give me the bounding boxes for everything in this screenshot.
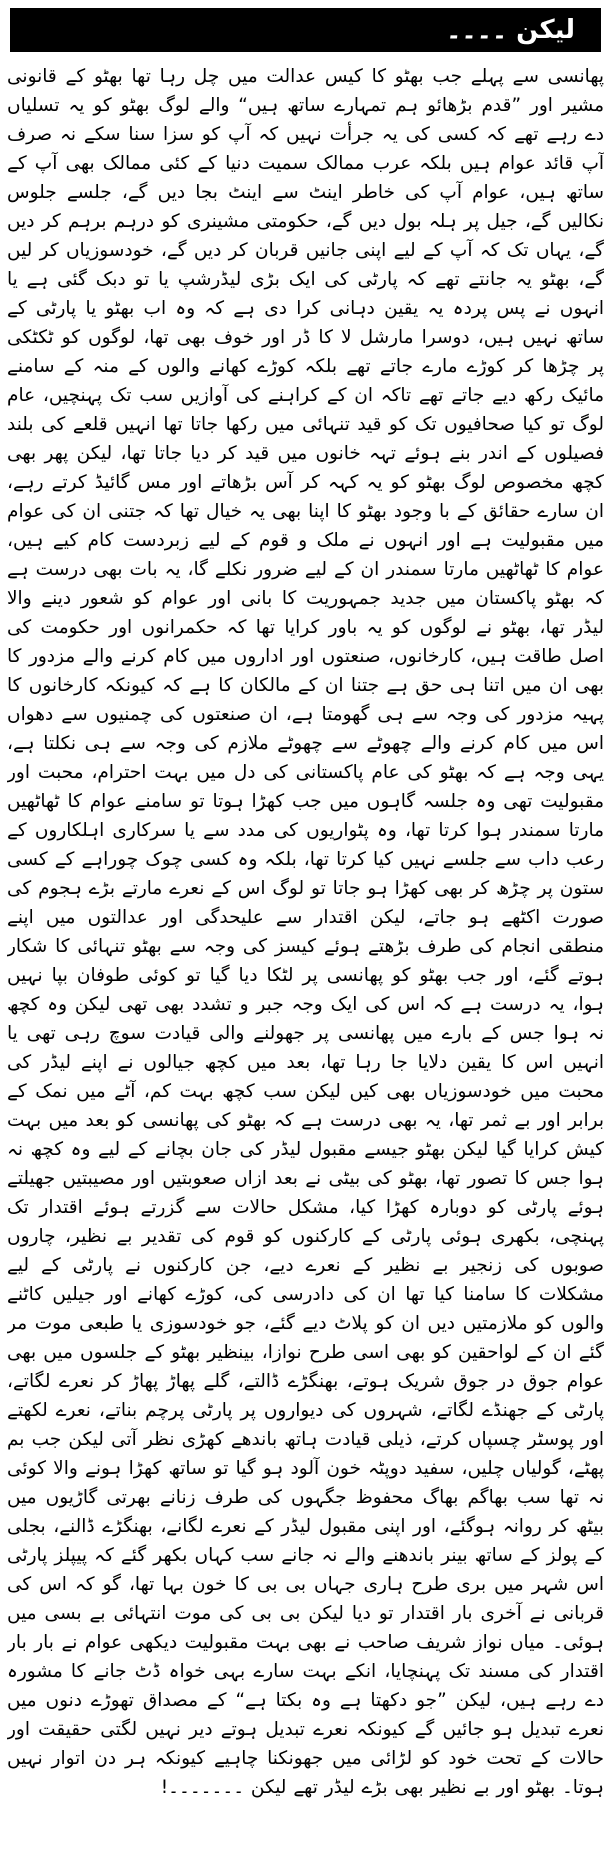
article-title: لیکن ۔۔۔۔ (446, 15, 575, 45)
article-body-text: پھانسی سے پہلے جب بھٹو کا کیس عدالت میں چل رہا تھا بھٹو کے قانونی مشیر اور ”قدم بڑھائو ہم تمہارے ساتھ ہیں“ والے لوگ بھٹو کو یہ تسلیاں دے رہے تھے کہ کسی کی یہ جرأت نہیں کہ آپ کو سزا سنا سکے نہ صرف آپ قائد عوام ہیں بلکہ عرب ممالک سمیت دنیا کے کئی ممالک بھی آپ کے ساتھ ہیں، عوام آپ کی خاطر اینٹ سے اینٹ بجا دیں گے، جلسے جلوس نکالیں گے، جیل پر ہلہ بول دیں گے، حکومتی مشینری کو درہم برہم کر دیں گے، یہاں تک کہ آپ کے لیے اپنی جانیں قربان کر دیں گے، خودسوزیاں کر لیں گے، بھٹو یہ جانتے تھے کہ پارٹی کی ایک بڑی لیڈرشپ یا تو دبک گئی ہے یا انہوں نے پس پردہ یہ یقین دہانی کرا دی ہے کہ وہ اب بھٹو یا پارٹی کے ساتھ نہیں ہیں، دوسرا مارشل لا کا ڈر اور خوف بھی تھا، لوگوں کو ٹکٹکی پر چڑھا کر کوڑے مارے جاتے تھے بلکہ کوڑے کھانے والوں کے منہ کے سامنے مائیک رکھ دیے جاتے تھے تاکہ ان کے کراہنے کی آوازیں سب تک پہنچیں، عام لوگ تو کیا صحافیوں تک کو قید تنہائی میں رکھا جاتا تھا انہیں قلعے کی بلند فصیلوں کے اندر بنے ہوئے تہہ خانوں میں قید کر دیا جاتا تھا، لیکن پھر بھی کچھ مخصوص لوگ بھٹو کو یہ کہہ کر آس بڑھاتے اور مس گائیڈ کرتے رہے، ان سارے حقائق کے با وجود بھٹو کا اپنا بھی یہ خیال تھا کہ جتنی ان کی عوام میں مقبولیت ہے اور انہوں نے ملک و قوم کے لیے زبردست کام کیے ہیں، عوام کا ٹھاٹھیں مارتا سمندر ان کے لیے ضرور نکلے گا، یہ بات بھی درست ہے کہ بھٹو پاکستان میں جدید جمہوریت کا بانی اور عوام کو شعور دینے والا لیڈر تھا، بھٹو نے لوگوں کو یہ باور کرایا تھا کہ حکمرانوں اور حکومت کی اصل طاقت ہیں، کارخانوں، صنعتوں اور اداروں میں کام کرنے والے مزدور کا بھی ان میں اتنا ہی حق ہے جتنا ان کے مالکان کا ہے کہ کیونکہ کارخانوں کا پہیہ مزدور کی وجہ سے ہی گھومتا ہے، ان صنعتوں کی چمنیوں سے دھواں اس میں کام کرنے والے چھوٹے سے چھوٹے ملازم کی وجہ سے ہی نکلتا ہے، یہی وجہ ہے کہ بھٹو کی عام پاکستانی کی دل میں بہت احترام، محبت اور مقبولیت تھی وہ جلسہ گاہوں میں جب کھڑا ہوتا تو سامنے عوام کا ٹھاٹھیں مارتا سمندر ہوا کرتا تھا، وہ پٹواریوں کی مدد سے یا سرکاری اہلکاروں کے رعب داب سے جلسے نہیں کیا کرتا تھا، بلکہ وہ کسی چوک چوراہے کے کسی ستون پر چڑھ کر بھی کھڑا ہو جاتا تو لوگ اس کے نعرے مارتے بڑے ہجوم کی صورت اکٹھے ہو جاتے، لیکن اقتدار سے علیحدگی اور عدالتوں میں اپنے منطقی انجام کی طرف بڑھتے ہوئے کیسز کی وجہ سے بھٹو تنہائی کا شکار ہوتے گئے، اور جب بھٹو کو پھانسی پر لٹکا دیا گیا تو کوئی طوفان بپا نہیں ہوا، یہ درست ہے کہ اس کی ایک وجہ جبر و تشدد بھی تھی لیکن وہ کچھ نہ ہوا جس کے بارے میں پھانسی پر جھولنے والی قیادت سوچ رہی تھی یا انہیں اس کا یقین دلایا جا رہا تھا، بعد میں کچھ جیالوں نے اپنے لیڈر کی محبت میں خودسوزیاں بھی کیں لیکن سب کچھ بہت کم، آٹے میں نمک کے برابر اور بے ثمر تھا، یہ بھی درست ہے کہ بھٹو کی پھانسی کو بعد میں بہت کیش کرایا گیا لیکن بھٹو جیسے مقبول لیڈر کی جان بچانے کے لیے وہ کچھ نہ ہوا جس کا تصور تھا، بھٹو کی بیٹی نے بعد ازاں صعوبتیں اور مصیبتیں جھیلتے ہوئے پارٹی کو دوبارہ کھڑا کیا، مشکل حالات سے گزرتے ہوئے اقتدار تک پہنچی، بکھری ہوئی پارٹی کے کارکنوں کو قوم کی تقدیر بے نظیر، چاروں صوبوں کی زنجیر بے نظیر کے نعرے دیے، جن کارکنوں نے پارٹی کے لیے مشکلات کا سامنا کیا تھا ان کی دادرسی کی، کوڑے کھانے اور جیلیں کاٹنے والوں کو ملازمتیں دیں ان کو پلاٹ دیے گئے، جو خودسوزی یا طبعی موت مر گئے ان کے لواحقین کو بھی اسی طرح نوازا، بینظیر بھٹو کے جلسوں میں بھی عوام جوق در جوق شریک ہوتے، بھنگڑے ڈالتے، گلے پھاڑ پھاڑ کر نعرے لگاتے، پارٹی کے جھنڈے لگاتے، شہروں کی دیواروں پر پارٹی پرچم بناتے، نعرے لکھتے اور پوسٹر چسپاں کرتے، ذیلی قیادت ہاتھ باندھے کھڑی نظر آتی لیکن جب بم پھٹے، گولیاں چلیں، سفید دوپٹہ خون آلود ہو گیا تو ساتھ کھڑا ہونے والا کوئی نہ تھا سب بھاگم بھاگ محفوظ جگہوں کی طرف زنانے بھرتی گاڑیوں میں بیٹھ کر روانہ ہوگئے، اور اپنی مقبول لیڈر کے نعرے لگانے، بھنگڑے ڈالنے، بجلی کے پولز کے ساتھ بینر باندھنے والے نہ جانے سب کہاں بکھر گئے کہ پیپلز پارٹی اس شہر میں بری طرح ہاری جہاں بی بی کا خون بہا تھا، گو کہ اس کی قربانی نے آخری بار اقتدار تو دیا لیکن بی بی کی موت انتہائی بے بسی میں ہوئی۔ میاں نواز شریف صاحب نے بھی بہت مقبولیت دیکھی عوام نے بار بار اقتدار کی مسند تک پہنچایا، انکے بہت سارے بہی خواہ ڈٹ جانے کا مشورہ دے رہے ہیں، لیکن ”جو دکھتا ہے وہ بکتا ہے“ کے مصداق تھوڑے دنوں میں نعرے تبدیل ہو جائیں گے کیونکہ نعرے تبدیل ہوتے دیر نہیں لگتی حقیقت اور حالات کے تحت خود کو لڑائی میں جھونکنا چاہیے کیونکہ ہر دن اتوار نہیں ہوتا۔ بھٹو اور بے نظیر بھی بڑے لیڈر تھے لیکن ۔۔۔۔۔۔۔! (7, 66, 604, 1798)
article-title-banner (10, 8, 601, 52)
